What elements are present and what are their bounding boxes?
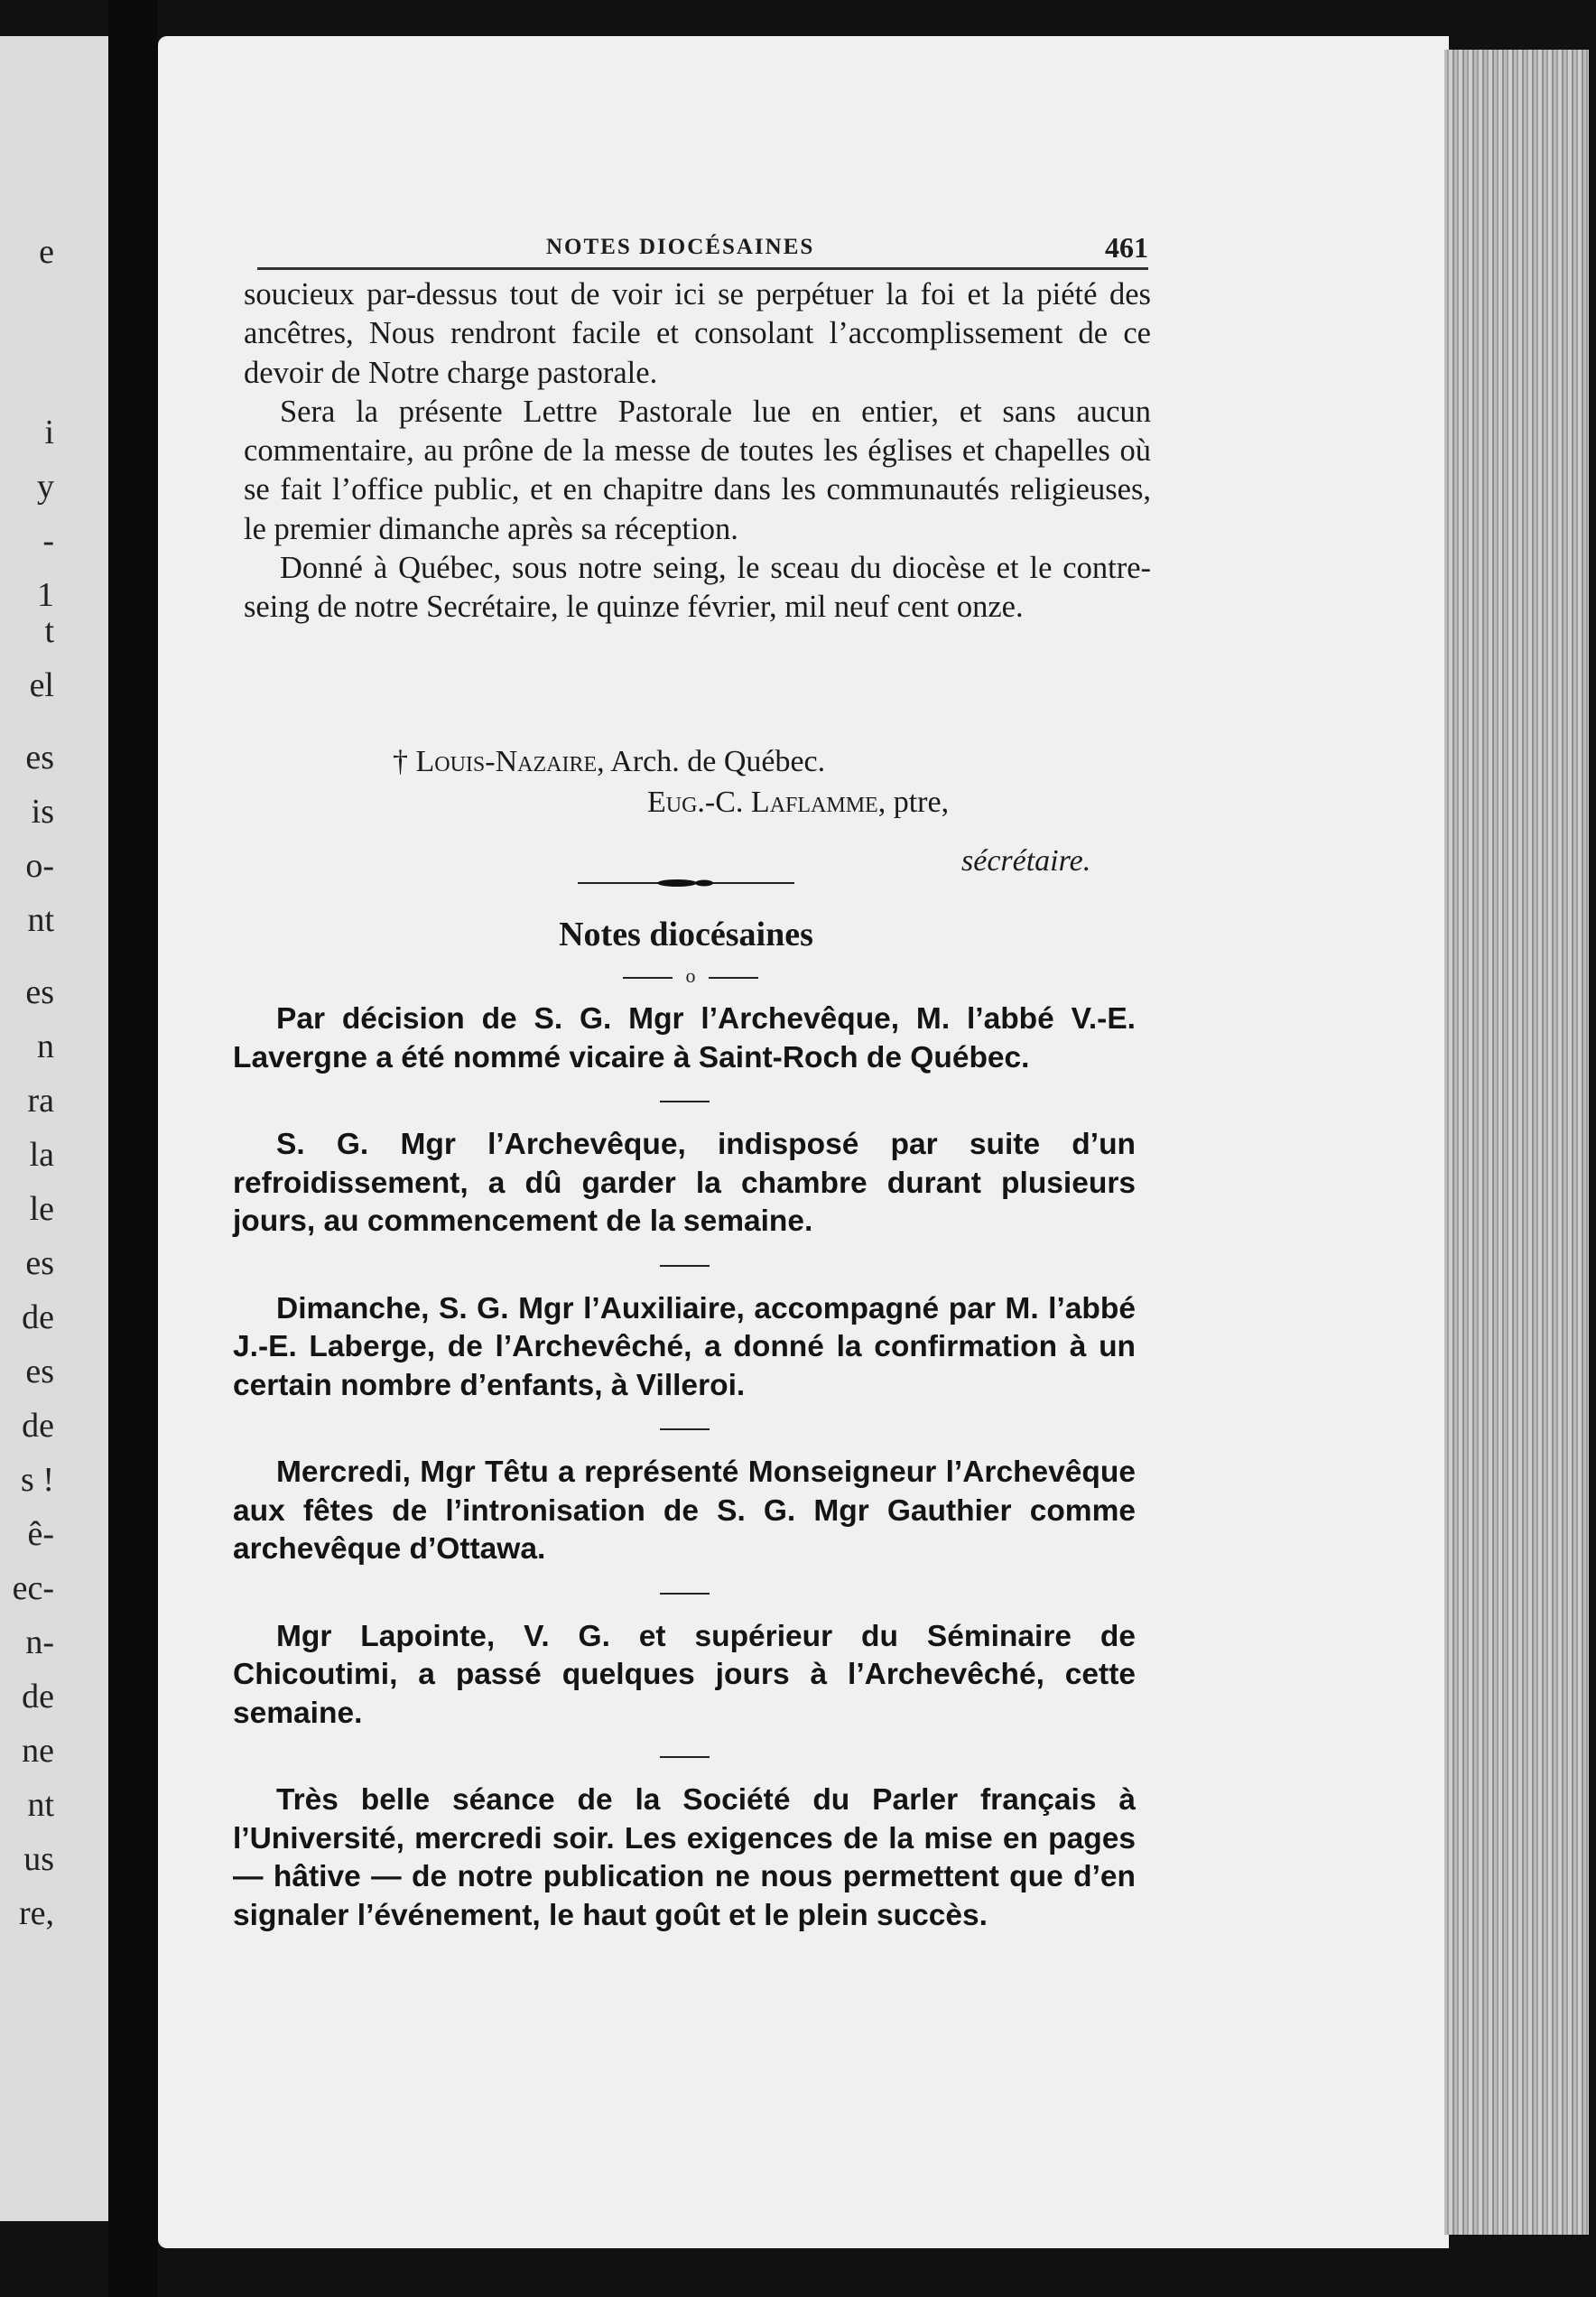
facing-page-fragment: ra: [27, 1082, 54, 1120]
facing-page-fragment: -: [42, 522, 54, 560]
separator-mark: o: [685, 964, 696, 987]
note-item: Par décision de S. G. Mgr l’Archevêque, M. l’abbé V.-E. Lavergne a été nommé vicaire à Saint-Roch de Québec.: [233, 1002, 1136, 1074]
note-divider: [660, 1593, 710, 1595]
section-heading: Notes diocésaines: [559, 916, 813, 953]
signer-name: Louis-Nazaire: [415, 745, 598, 778]
facing-page-fragment: is: [31, 793, 54, 831]
note-divider: [660, 1756, 710, 1758]
facing-page-fragment: el: [29, 666, 54, 704]
signature-role: sécrétaire.: [961, 844, 1091, 878]
book-gutter: [108, 0, 158, 2297]
signature-archbishop: [393, 745, 825, 779]
facing-page-fragment: es: [25, 1353, 54, 1390]
facing-page-fragment: ê-: [27, 1515, 54, 1553]
signer-title: , Arch. de Québec.: [597, 745, 826, 778]
facing-page-fragment: o-: [25, 847, 54, 885]
facing-page-fragment: n: [37, 1028, 54, 1065]
note-divider: [660, 1428, 710, 1430]
facing-page-fragment: de: [22, 1678, 54, 1716]
facing-page-fragment: es: [25, 1244, 54, 1282]
note-divider: [660, 1265, 710, 1267]
facing-page-fragment: s !: [21, 1461, 54, 1499]
note-item: Mgr Lapointe, V. G. et supérieur du Séminaire de Chicoutimi, a passé quelques jours à l’Archevêché, cette semaine.: [233, 1619, 1136, 1730]
facing-page-edge: [0, 36, 108, 2221]
page-edges: [1444, 50, 1589, 2235]
note-item: S. G. Mgr l’Archevêque, indisposé par suite d’un refroidissement, a dû garder la chambre durant plusieurs jours, au commencement de la semaine.: [233, 1128, 1136, 1238]
facing-page-fragment: la: [29, 1136, 54, 1174]
facing-page-fragment: nt: [27, 1786, 54, 1824]
note-divider: [660, 1101, 710, 1102]
note-item: Très belle séance de la Société du Parler français à l’Université, mercredi soir. Les exigences de la mise en pages — hâtive — de notre publication ne nous permettent que d’en signaler l’événement, le haut goût et le plein succès.: [233, 1783, 1136, 1932]
letter-paragraph: soucieux par-dessus tout de voir ici se perpétuer la foi et la piété des ancêtres, Nous rendront facile et consolant l’accomplissement de ce devoir de Notre charge pastorale.: [244, 277, 1151, 390]
signature-secretary: [647, 786, 949, 820]
running-head: [257, 231, 1148, 267]
facing-page-fragment: i: [44, 414, 54, 451]
letter-paragraph: Donné à Québec, sous notre seing, le sceau du diocèse et le contre-seing de notre Secrétaire, le quinze février, mil neuf cent onze.: [244, 551, 1151, 625]
facing-page-fragment: ne: [22, 1732, 54, 1770]
letter-paragraph: Sera la présente Lettre Pastorale lue en entier, et sans aucun commentaire, au prône de la messe de toutes les églises et chapelles où se fait l’office public, et en chapitre dans les communautés religieuses, le premier dimanche après sa réception.: [244, 394, 1151, 546]
ornament-divider: [578, 874, 794, 892]
header-rule: [257, 267, 1148, 270]
facing-page-fragment: 1: [37, 576, 54, 614]
facing-page-fragment: t: [44, 612, 54, 650]
pastoral-letter-text: [244, 275, 1151, 628]
facing-page-fragment: re,: [18, 1894, 54, 1932]
facing-page-fragment: e: [39, 233, 54, 271]
page-number: 461: [1105, 231, 1148, 264]
diocesan-notes: [233, 1000, 1136, 1935]
note-item: Dimanche, S. G. Mgr l’Auxiliaire, accompagné par M. l’abbé J.-E. Laberge, de l’Archevêché, a donné la confirmation à un certain nombre d’enfants, à Villeroi.: [233, 1291, 1136, 1402]
facing-page-fragment: de: [22, 1298, 54, 1336]
facing-page-fragment: es: [25, 739, 54, 777]
signer-name: Eug.-C. Laflamme: [647, 786, 878, 819]
facing-page-fragment: n-: [25, 1623, 54, 1661]
facing-page-fragment: y: [37, 468, 54, 506]
facing-page-fragment: de: [22, 1407, 54, 1445]
facing-page-fragment: ec-: [12, 1569, 54, 1607]
facing-page-fragment: le: [29, 1190, 54, 1228]
facing-page-fragment: us: [23, 1840, 54, 1878]
running-title: NOTES DIOCÉSAINES: [546, 235, 815, 259]
note-item: Mercredi, Mgr Têtu a représenté Monseigneur l’Archevêque aux fêtes de l’intronisation de S. G. Mgr Gauthier comme archevêque d’Ottawa.: [233, 1455, 1136, 1566]
cross-mark: †: [393, 745, 408, 778]
facing-page-fragment: es: [25, 973, 54, 1011]
facing-page-fragment: nt: [27, 901, 54, 939]
heading-separator: [623, 964, 758, 991]
signer-title: , ptre,: [877, 786, 950, 819]
